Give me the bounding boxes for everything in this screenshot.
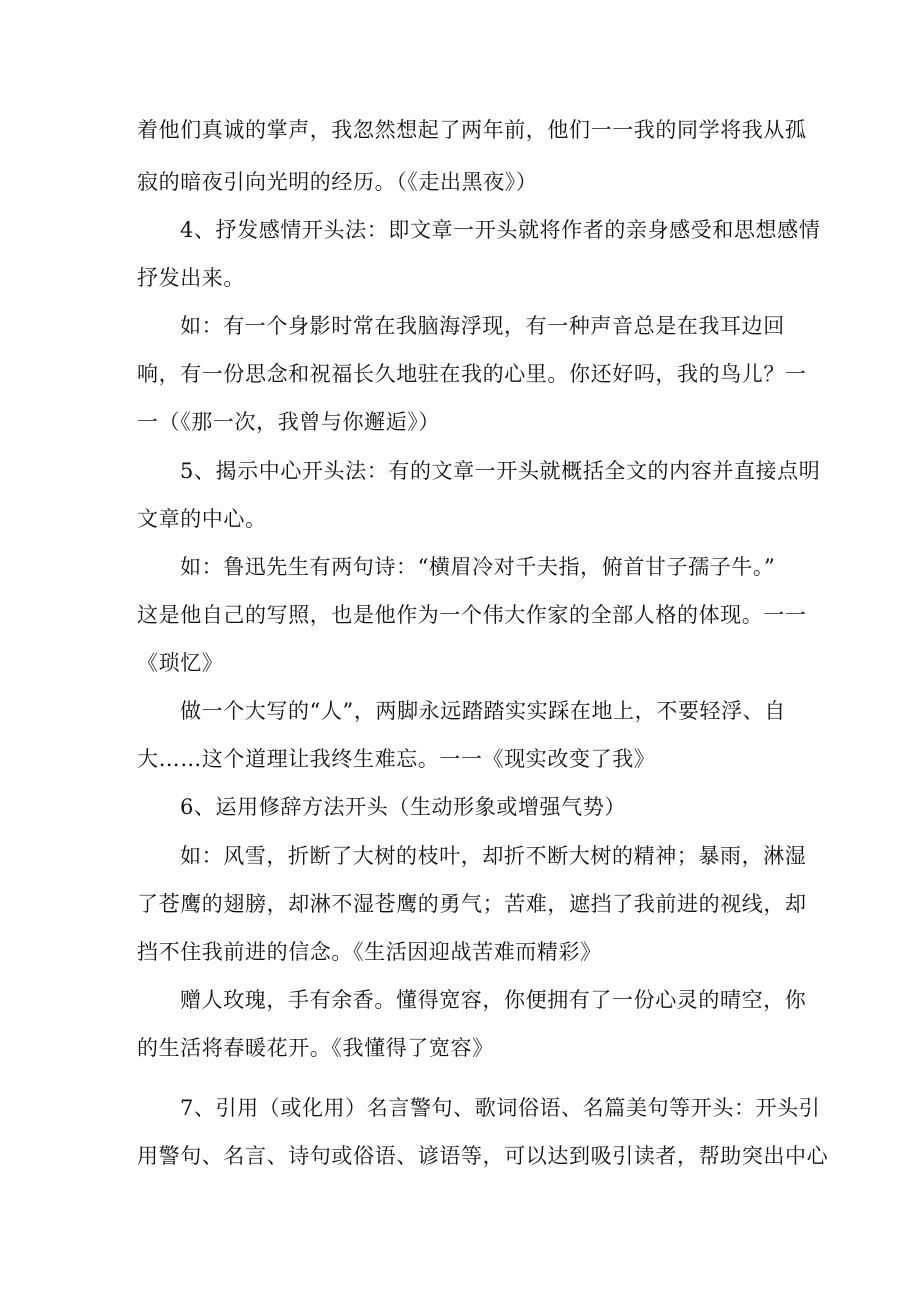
text-line: 这是他自己的写照，也是他作为一个伟大作家的全部人格的体现。一一 — [137, 603, 807, 627]
text-line: 了苍鹰的翅膀，却淋不湿苍鹰的勇气；苦难，遮挡了我前进的视线，却 — [137, 892, 807, 916]
paragraph-heading-6: 6、运用修辞方法开头（生动形象或增强气势） — [180, 795, 626, 819]
paragraph-heading-5: 5、揭示中心开头法：有的文章一开头就概括全文的内容并直接点明 — [180, 459, 821, 483]
text-line: 大……这个道理让我终生难忘。一一《现实改变了我》 — [137, 747, 656, 771]
text-line: 如：鲁迅先生有两句诗：“横眉冷对千夫指，俯首甘子孺子牛。” — [180, 555, 776, 579]
text-line: 文章的中心。 — [137, 507, 267, 531]
text-line: 抒发出来。 — [137, 266, 245, 290]
text-line: 做一个大写的“人”，两脚永远踏踏实实踩在地上，不要轻浮、自 — [180, 699, 786, 723]
text-line: 挡不住我前进的信念。《生活因迎战苦难而精彩》 — [137, 940, 602, 964]
text-line: 如：有一个身影时常在我脑海浮现，有一种声音总是在我耳边回 — [180, 314, 785, 338]
text-line: 寂的暗夜引向光明的经历。（《走出黑夜》） — [137, 170, 538, 194]
text-line: 着他们真诚的掌声，我忽然想起了两年前，他们一一我的同学将我从孤 — [137, 118, 807, 142]
paragraph-heading-4: 4、抒发感情开头法：即文章一开头就将作者的亲身感受和思想感情 — [180, 218, 821, 242]
text-line: 赠人玫瑰，手有余香。懂得宽容，你便拥有了一份心灵的晴空，你 — [180, 988, 807, 1012]
text-line: 《琐忆》 — [137, 651, 224, 675]
paragraph-heading-7: 7、引用（或化用）名言警句、歌词俗语、名篇美句等开头：开头引 — [180, 1096, 821, 1120]
text-line: 响，有一份思念和祝福长久地驻在我的心里。你还好吗，我的鸟儿？一 — [137, 362, 807, 386]
text-line: 的生活将春暖花开。《我懂得了宽容》 — [137, 1036, 494, 1060]
text-line: 用警句、名言、诗句或俗语、谚语等，可以达到吸引读者，帮助突出中心 — [137, 1144, 829, 1168]
text-line: 如：风雪，折断了大树的枝叶，却折不断大树的精神；暴雨，淋湿 — [180, 844, 807, 868]
text-line: 一（《那一次，我曾与你邂逅》） — [137, 410, 440, 434]
